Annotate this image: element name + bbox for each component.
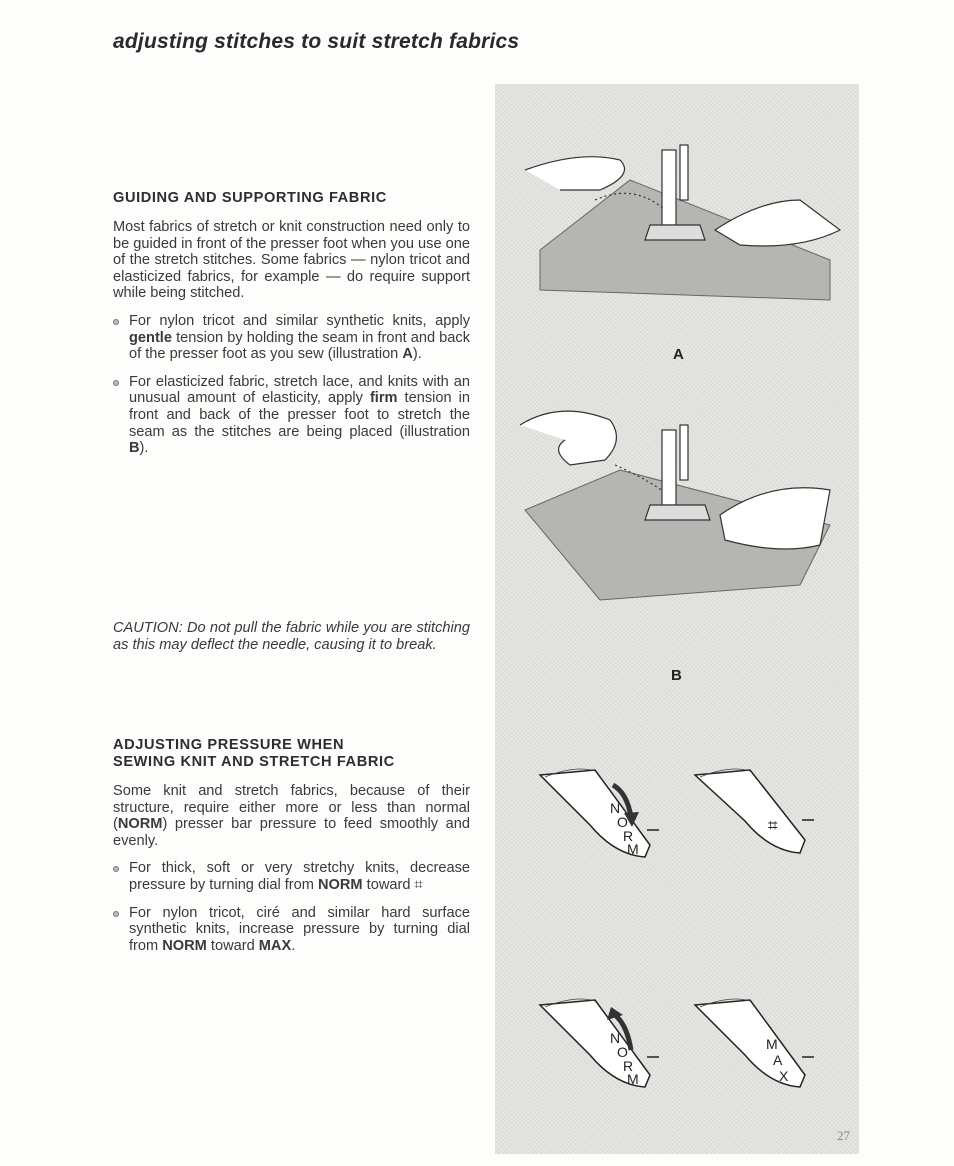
dial-norm-increase (535, 995, 665, 1090)
section-heading-pressure: ADJUSTING PRESSURE WHEN SEWING KNIT AND STRETCH FABRIC (113, 737, 395, 770)
illustration-b-sewing (500, 395, 850, 610)
dial-letter-n: N (610, 800, 621, 816)
dial-letter-m: M (766, 1036, 778, 1052)
dial-body (695, 1000, 805, 1087)
right-hand-icon (715, 200, 840, 246)
pressure-bullet-decrease: For thick, soft or very stretchy knits, decrease pressure by turning dial from NORM toward ⌗ (113, 860, 470, 893)
needle-bar-icon (680, 145, 688, 200)
presser-foot-icon (645, 505, 710, 520)
page-number: 27 (837, 1128, 850, 1143)
caution-text: CAUTION: Do not pull the fabric while you are stitching as this may deflect the needle, causing it to break. (113, 620, 470, 653)
bullet-icon (113, 911, 119, 917)
bullet-icon (113, 866, 119, 872)
dial-letter-x: X (779, 1068, 789, 1084)
illustration-a-sewing (500, 140, 850, 340)
dial-letter-r: R (623, 1058, 634, 1074)
caution-block (113, 620, 470, 653)
illustration-a-label: A (673, 346, 684, 363)
section-guiding-fabric (113, 190, 470, 457)
pressure-intro-paragraph: Some knit and stretch fabrics, because of their structure, require either more or less than normal (NORM) presser bar pressure to feed smoothly and evenly. (113, 783, 470, 849)
dial-hash-decrease (690, 765, 820, 860)
dial-letter-n: N (610, 1030, 621, 1046)
dial-max-increase (690, 995, 820, 1090)
pressure-bullet-increase: For nylon tricot, ciré and similar hard surface synthetic knits, increase pressure by turning dial from NORM toward MAX. (113, 905, 470, 955)
guiding-bullet-gentle: For nylon tricot and similar synthetic knits, apply gentle tension by holding the seam in front and back of the presser foot as you sew (illustration A). (113, 313, 470, 363)
dial-hash-symbol: ⌗ (768, 816, 778, 836)
dial-letter-o: O (617, 1044, 628, 1060)
presser-bar-icon (662, 150, 676, 225)
bullet-icon (113, 380, 119, 386)
section-adjusting-pressure (113, 737, 470, 954)
presser-bar-icon (662, 430, 676, 505)
dial-body (695, 770, 805, 853)
dial-letter-m: M (627, 841, 639, 857)
left-hand-icon (525, 157, 625, 190)
presser-foot-icon (645, 225, 705, 240)
left-hand-icon (520, 411, 616, 465)
dial-letter-o: O (617, 814, 628, 830)
bullet-icon (113, 319, 119, 325)
right-hand-icon (720, 488, 830, 549)
guiding-intro-paragraph: Most fabrics of stretch or knit construction need only to be guided in front of the presser foot when you use one of the stretch stitches. Some fabrics — nylon tricot and elasticized fabrics, for example — do require support while being stitched. (113, 219, 470, 302)
illustration-b-label: B (671, 667, 682, 684)
dial-letter-m: M (627, 1071, 639, 1087)
guiding-bullet-firm: For elasticized fabric, stretch lace, and knits with an unusual amount of elasticity, apply firm tension in front and back of the presser foot to stretch the seam as the stitches are being placed (illustration B). (113, 374, 470, 457)
dial-letter-a: A (773, 1052, 783, 1068)
dial-letter-r: R (623, 828, 634, 844)
dial-norm-decrease (535, 765, 665, 860)
section-heading-guiding: GUIDING AND SUPPORTING FABRIC (113, 190, 387, 206)
needle-bar-icon (680, 425, 688, 480)
page-title: adjusting stitches to suit stretch fabrics (113, 30, 520, 53)
